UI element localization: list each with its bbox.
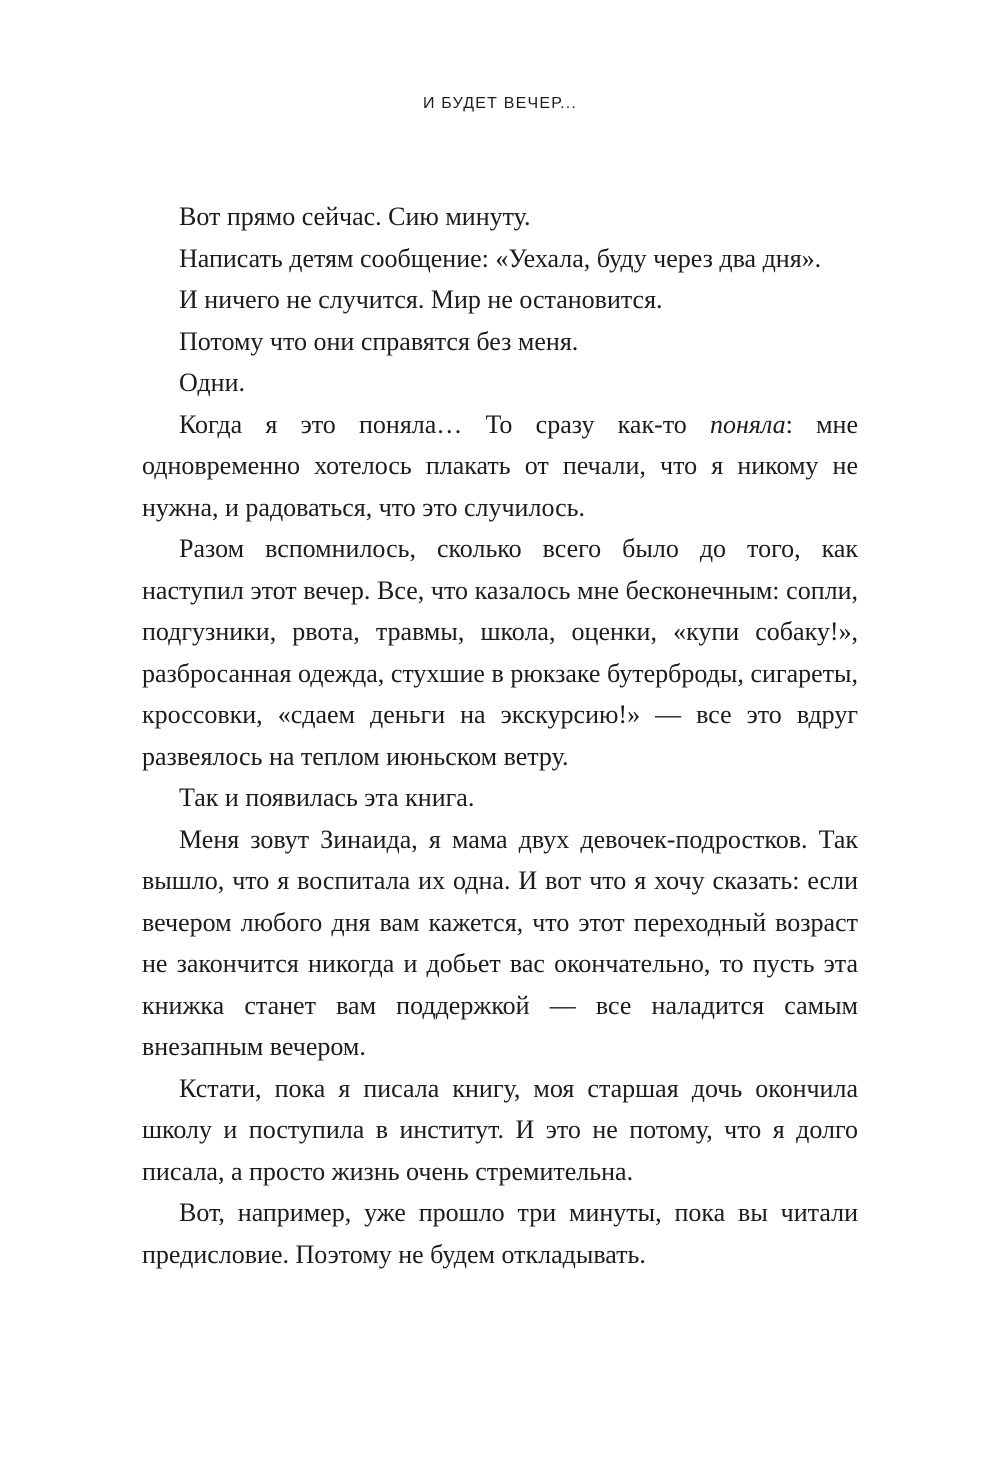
running-head: И БУДЕТ ВЕЧЕР...	[422, 95, 578, 112]
paragraph: И ничего не случится. Мир не остановится.	[179, 285, 663, 314]
paragraph-text: Когда я это поняла… То сразу как-то	[179, 409, 710, 439]
paragraph: Разом вспомнилось, сколько всего было до того, как наступил этот вечер. Все, что казалось мне бесконечным: сопли, подгузники, рвота, травмы, школа, оценки, «купи собаку!», разбросанная одежда, стухшие в рюкзаке бутерброды, сигареты, кроссовки, «сдаем деньги на экскурсию!» — все это вдруг развеялось на теплом июньском ветру.	[142, 534, 858, 771]
paragraph: Вот прямо сейчас. Сию минуту.	[179, 202, 531, 231]
body-text	[142, 196, 858, 1275]
emphasis-text: поняла	[710, 409, 786, 439]
paragraph: Меня зовут Зинаида, я мама двух девочек-подростков. Так вышло, что я воспитала их одна. И вот что я хочу сказать: если вечером любого дня вам кажется, что этот переходный возраст не закончится никогда и добьет вас окончательно, то пусть эта книжка станет вам поддержкой — все наладится самым внезапным вечером.	[142, 824, 858, 1061]
paragraph: Потому что они справятся без меня.	[179, 326, 579, 356]
paragraph: Написать детям сообщение: «Уехала, буду через два дня».	[179, 243, 822, 273]
paragraph: Вот, например, уже прошло три минуты, пока вы читали предисловие. Поэтому не будем откладывать.	[142, 1198, 858, 1269]
paragraph-text: : мне одновременно хотелось плакать от печали, что я никому не нужна, и радоваться, что это случилось.	[142, 409, 858, 522]
paragraph: Одни.	[179, 368, 245, 397]
paragraph: Так и появилась эта книга.	[179, 783, 475, 812]
paragraph: Кстати, пока я писала книгу, моя старшая дочь окончила школу и поступила в институт. И это не потому, что я долго писала, а просто жизнь очень стремительна.	[142, 1073, 858, 1186]
paragraph	[142, 404, 858, 529]
